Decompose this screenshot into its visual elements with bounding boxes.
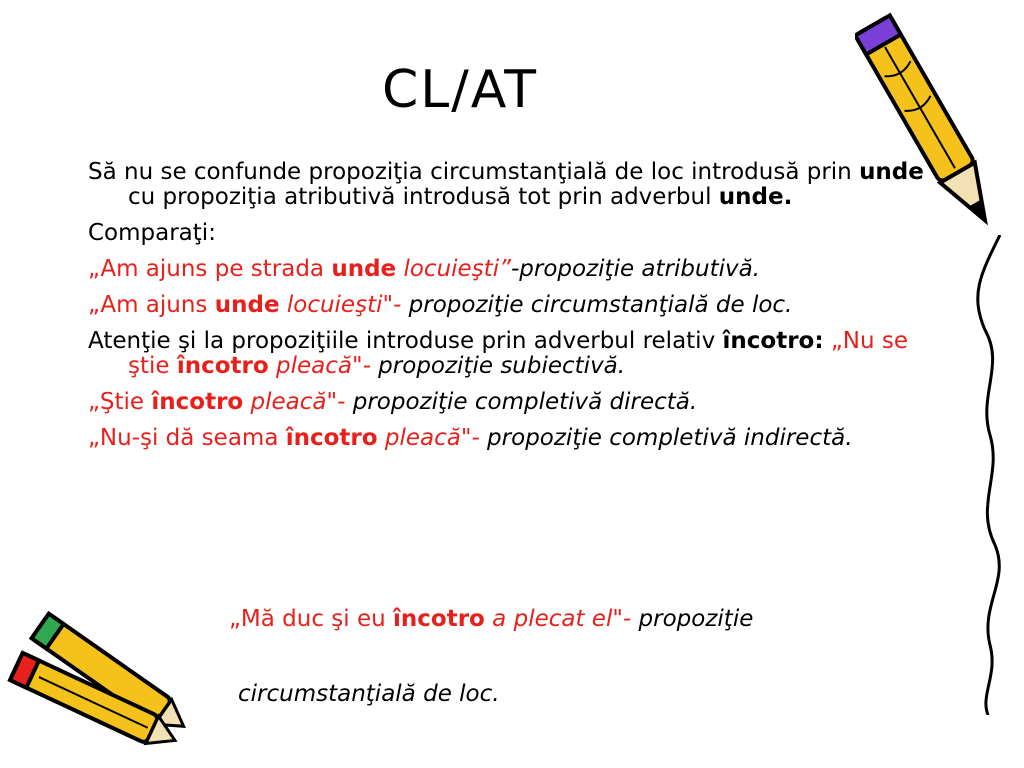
classification: propoziţie completivă directă. (345, 389, 698, 415)
text: Să nu se confunde propoziţia circumstanţială de loc introdusă prin (88, 159, 860, 185)
classification: -propoziţie atributivă. (511, 256, 760, 282)
paragraph-example-1 (88, 257, 938, 282)
example-italic: pleacă"- (243, 389, 346, 415)
example-text: „Am ajuns (88, 292, 215, 318)
example-text: „Am ajuns pe strada (88, 256, 332, 282)
pencil-clipart-icon (855, 0, 1005, 250)
text: cu propoziţia atributivă introdusă tot prin adverbul (128, 184, 719, 210)
example-italic: locuieşti"- (279, 292, 402, 318)
example-bold: unde (214, 292, 280, 318)
classification: circumstanţială de loc. (238, 681, 500, 707)
bold-word: unde. (718, 184, 793, 210)
paragraph-attention (88, 329, 938, 379)
example-text: „Mă duc şi eu (229, 606, 394, 632)
classification: propoziţie completivă indirectă. (479, 425, 853, 451)
paragraph-compare (88, 221, 938, 246)
example-bold: încotro (393, 606, 485, 632)
classification: propoziţie (631, 606, 754, 632)
squiggle-line-icon (960, 235, 1020, 715)
example-text: „Nu se ştie (128, 328, 908, 379)
example-italic: pleacă"- (377, 425, 480, 451)
slide-title: CL/AT (381, 60, 539, 120)
example-italic: a plecat el"- (484, 606, 632, 632)
text: Atenţie şi la propoziţiile introduse prin adverbul relativ (88, 328, 723, 354)
paragraph-example-5-cont (238, 681, 500, 707)
classification: propoziţie circumstanţială de loc. (401, 292, 793, 318)
paragraph-example-5 (229, 606, 753, 632)
bold-word: unde (859, 159, 924, 185)
example-bold: încotro (285, 425, 378, 451)
paragraph-example-3 (88, 390, 938, 415)
slide-body (88, 160, 938, 462)
example-italic: locuieşti” (396, 256, 511, 282)
paragraph-note (88, 160, 938, 210)
paragraph-example-2 (88, 293, 938, 318)
example-bold: încotro (176, 353, 269, 379)
paragraph-example-4 (88, 426, 938, 451)
example-bold: unde (331, 256, 397, 282)
bold-word: încotro: (722, 328, 824, 354)
example-bold: încotro (151, 389, 244, 415)
example-italic: pleacă"- (268, 353, 371, 379)
text: Comparaţi: (88, 220, 216, 246)
example-text: „Nu-şi dă seama (88, 425, 286, 451)
example-text: „Ştie (88, 389, 152, 415)
pencils-clipart-icon (0, 600, 200, 760)
classification: propoziţie subiectivă. (370, 353, 626, 379)
